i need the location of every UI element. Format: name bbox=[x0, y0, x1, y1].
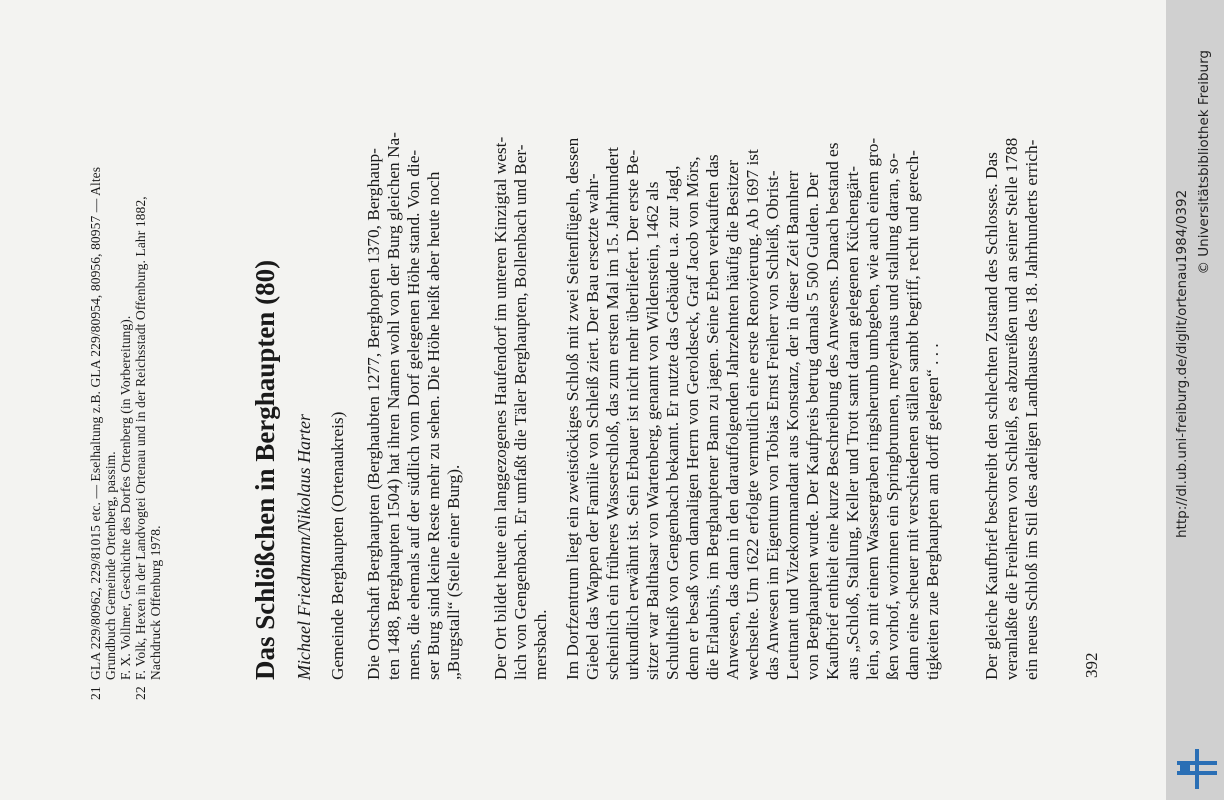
text-line: Der Ort bildet heute ein langgezogenes Haufendorf im unteren Kinzigtal west- bbox=[491, 136, 510, 680]
page-number: 392 bbox=[1082, 652, 1101, 678]
text-line: lein, so mit einem Wassergraben ringsherumb umbgeben, wie auch einem gro- bbox=[863, 137, 882, 680]
text-line: die Erlaubnis, im Berghauptener Bann zu jagen. Seine Erben verkauften das bbox=[703, 154, 722, 680]
text-line: ßen vorhof, worinnen ein Springbrunnen, meyerhaus und stallung daran, so- bbox=[883, 153, 902, 680]
text-line: tigkeiten zue Berghaupten am dorff gelegen“ . . . bbox=[923, 343, 942, 680]
article-subtitle: Gemeinde Berghaupten (Ortenaukreis) bbox=[328, 411, 347, 680]
text-line: dann eine scheuer mit verschiedenen ställen sambt begriff, recht und gerech- bbox=[903, 150, 922, 680]
article-authors: Michael Friedmann/Nikolaus Harter bbox=[294, 414, 314, 680]
text-line: ein neues Schloß im Stil des adeligen Landhauses des 18. Jahrhunderts errich- bbox=[1022, 139, 1041, 680]
footnote-line: Nachdruck Offenburg 1978. bbox=[148, 525, 163, 680]
text-line: wechselte. Um 1622 erfolgte vermutlich eine erste Renovierung. Ab 1697 ist bbox=[743, 149, 762, 680]
text-line: scheinlich ein früheres Wasserschloß, das zum ersten Mal im 15. Jahrhundert bbox=[603, 147, 622, 680]
text-line: ten 1488, Berghaupten 1504) hat ihren Namen wohl von der Burg gleichen Na- bbox=[384, 132, 403, 680]
text-line: aus „Schloß, Stallung, Keller und Trott samt daran gelegenen Küchengärt- bbox=[843, 166, 862, 680]
viewer-sidebar bbox=[1166, 0, 1224, 800]
footnote-line: GLA 229/80962, 229/81015 etc. — Eselhaltung z.B. GLA 229/80954, 80956, 80957 — Altes bbox=[88, 166, 103, 680]
footnote-line: F. X. Vollmer, Geschichte des Dorfes Ortenberg (in Vorbereitung). bbox=[118, 315, 133, 680]
footnote-22 bbox=[133, 40, 163, 700]
text-line: „Burgstall“ (Stelle einer Burg). bbox=[444, 464, 463, 680]
text-line: mens, die ehemals auf der südlich vom Dorf gelegenen Höhe stand. Von die- bbox=[404, 149, 423, 680]
text-line: veranlaßte die Freiherren von Schleiß, es abzureißen und an seiner Stelle 1788 bbox=[1002, 137, 1021, 680]
text-line: urkundlich erwähnt ist. Sein Erbauer ist nicht mehr überliefert. Der erste Be- bbox=[623, 149, 642, 680]
text-line: das Anwesen im Eigentum von Tobias Ernst Freiherr von Schleiß, Obrist- bbox=[763, 170, 782, 680]
text-line: ser Burg sind keine Reste mehr zu sehen. Die Höhe heißt aber heute noch bbox=[424, 171, 443, 680]
footnote-line: Grundbuch Gemeinde Ortenberg, passim. bbox=[103, 451, 118, 680]
text-line: sitzer war Balthasar von Wartenberg, genannt von Wildenstein, 1462 als bbox=[643, 181, 662, 680]
permalink[interactable]: http://dl.ub.uni-freiburg.de/diglit/ortenau1984/0392 bbox=[1174, 189, 1190, 538]
footnote-number: 21 bbox=[88, 686, 103, 700]
text-line: Schultheiß von Gengenbach bekannt. Er nutzte das Gebäude u.a. zur Jagd, bbox=[663, 165, 682, 680]
footnote-number: 22 bbox=[133, 686, 148, 700]
footnote-line: F. Volk, Hexen in der Landvogtei Ortenau und in der Reichsstadt Offenburg. Lahr 1882, bbox=[133, 196, 148, 680]
text-line: Leutnant und Vizekommandant aus Konstanz, der in dieser Zeit Bannherr bbox=[783, 170, 802, 680]
text-line: lich von Gengenbach. Er umfaßt die Täler Berghaupten, Bollenbach und Ber- bbox=[511, 144, 530, 680]
text-line: denn er besaß vom damaligen Herrn von Geroldseck, Graf Jacob von Mörs, bbox=[683, 156, 702, 680]
copyright-notice: © Universitätsbibliothek Freiburg bbox=[1196, 50, 1212, 275]
text-line: Anwesen, das dann in den darauffolgenden Jahrzehnten häufig die Besitzer bbox=[723, 160, 742, 680]
library-logo-icon bbox=[1172, 744, 1222, 794]
text-line: Der gleiche Kaufbrief beschreibt den schlechten Zustand des Schlosses. Das bbox=[982, 152, 1001, 680]
text-line: Giebel das Wappen der Familie von Schleiß ziert. Der Bau ersetzte wahr- bbox=[583, 173, 602, 680]
sidebar-content bbox=[1166, 0, 1224, 800]
text-line: mersbach. bbox=[531, 609, 550, 680]
text-line: Kaufbrief enthielt eine kurze Beschreibung des Anwesens. Danach bestand es bbox=[823, 142, 842, 680]
article-title: Das Schlößchen in Berghaupten (80) bbox=[250, 259, 280, 680]
footnote-21 bbox=[88, 40, 133, 700]
text-line: Die Ortschaft Berghaupten (Berghaubten 1277, Berghopten 1370, Berghaup- bbox=[364, 148, 383, 680]
text-line: von Berghaupten wurde. Der Kaufpreis betrug damals 5 500 Gulden. Der bbox=[803, 172, 822, 680]
text-line: Im Dorfzentrum liegt ein zweistöckiges Schloß mit zwei Seitenflügeln, dessen bbox=[563, 137, 582, 680]
